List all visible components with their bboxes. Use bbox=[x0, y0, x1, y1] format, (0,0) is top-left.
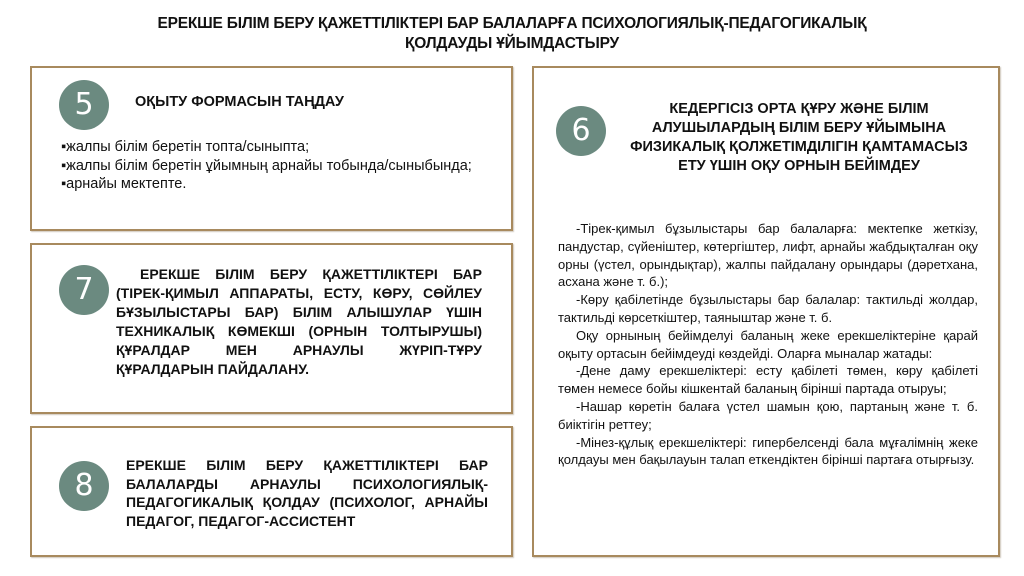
card-7-heading: ЕРЕКШЕ БІЛІМ БЕРУ ҚАЖЕТТІЛІКТЕРІ БАР (ТІРЕК-ҚИМЫЛ АППАРАТЫ, ЕСТУ, КӨРУ, СӨЙЛЕУ БҰЗЫЛЫСТАРЫ БАР) БІЛІМ АЛЫШУЛАР ҮШІН ТЕХНИКАЛЫҚ КӨМЕКШІ (ОРНЫН ТОЛТЫРУШЫ) ҚҰРАЛДАР МЕН АРНАУЛЫ ЖҮРІП-ТҰРУ ҚҰРАЛДАРЫН ПАЙДАЛАНУ. bbox=[116, 266, 482, 377]
list-item: ▪арнайы мектепте. bbox=[61, 176, 187, 192]
card-8-psych-support bbox=[30, 426, 513, 557]
card-6-heading: КЕДЕРГІСІЗ ОРТА ҚҰРУ ЖӘНЕ БІЛІМ АЛУШЫЛАРДЫҢ БІЛІМ БЕРУ ҰЙЫМЫНА ФИЗИКАЛЫҚ ҚОЛЖЕТІМДІЛІГІН ҚАМТАМАСЫЗ ЕТУ ҮШІН ОҚУ ОРНЫН БЕЙІМДЕУ bbox=[630, 101, 968, 174]
card-5-learning-form bbox=[30, 66, 513, 231]
list-item: ▪жалпы білім беретін ұйымның арнайы тобында/сыныбында; bbox=[61, 157, 472, 174]
paragraph: -Тірек-қимыл бұзылыстары бар балаларға: мектепке жеткізу, пандустар, сүйеніштер, көтергіштер, лифт, арнайы жабдықталған оқу орны (үстел, орындықтар), жалпы пайдалану орындары (дәретхана, асхана және т. б.); bbox=[558, 221, 978, 290]
number-badge-6: 6 bbox=[556, 106, 606, 156]
number-badge-5: 5 bbox=[59, 80, 109, 130]
page-title bbox=[0, 14, 1024, 54]
paragraph: Оқу орнының бейімделуі баланың жеке ерекшеліктеріне қарай оқыту ортасын бейімдеуді көздейді. Оларға мыналар жатады: bbox=[558, 327, 978, 361]
paragraph: -Мінез-құлық ерекшеліктері: гипербелсенді бала мұғалімнің жеке қолдауы мен бақылауын талап еткендіктен бірінші партаға отырғызу. bbox=[558, 434, 978, 468]
card-7-technical-aids bbox=[30, 243, 513, 414]
paragraph: -Дене даму ерекшеліктері: есту қабілеті төмен, көру қабілеті төмен немесе бойы кішкентай баланың бірінші партада отыруы; bbox=[558, 363, 978, 397]
paragraph: -Нашар көретін балаға үстел шамын қою, партаның және т. б. биіктігін реттеу; bbox=[558, 398, 978, 432]
number-badge-8: 8 bbox=[59, 461, 109, 511]
paragraph: -Көру қабілетінде бұзылыстары бар балалар: тактильді жолдар, тактильді көрсеткіштер, таяныштар және т. б. bbox=[558, 292, 978, 325]
card-5-list bbox=[61, 138, 495, 194]
number-badge-7: 7 bbox=[59, 265, 109, 315]
card-5-heading: ОҚЫТУ ФОРМАСЫН ТАҢДАУ bbox=[135, 94, 344, 110]
page-title-line-2: ҚОЛДАУДЫ ҰЙЫМДАСТЫРУ bbox=[405, 35, 619, 52]
card-6-barrier-free bbox=[532, 66, 1000, 557]
page-title-line-1: ЕРЕКШЕ БІЛІМ БЕРУ ҚАЖЕТТІЛІКТЕРІ БАР БАЛАЛАРҒА ПСИХОЛОГИЯЛЫҚ-ПЕДАГОГИКАЛЫҚ bbox=[157, 15, 867, 32]
card-6-body bbox=[558, 220, 978, 469]
list-item: ▪жалпы білім беретін топта/сыныпта; bbox=[61, 139, 310, 155]
card-8-heading: ЕРЕКШЕ БІЛІМ БЕРУ ҚАЖЕТТІЛІКТЕРІ БАР БАЛАЛАРДЫ АРНАУЛЫ ПСИХОЛОГИЯЛЫҚ-ПЕДАГОГИКАЛЫҚ ҚОЛДАУ (ПСИХОЛОГ, АРНАЙЫ ПЕДАГОГ, ПЕДАГОГ-АССИСТЕНТ bbox=[126, 457, 488, 529]
